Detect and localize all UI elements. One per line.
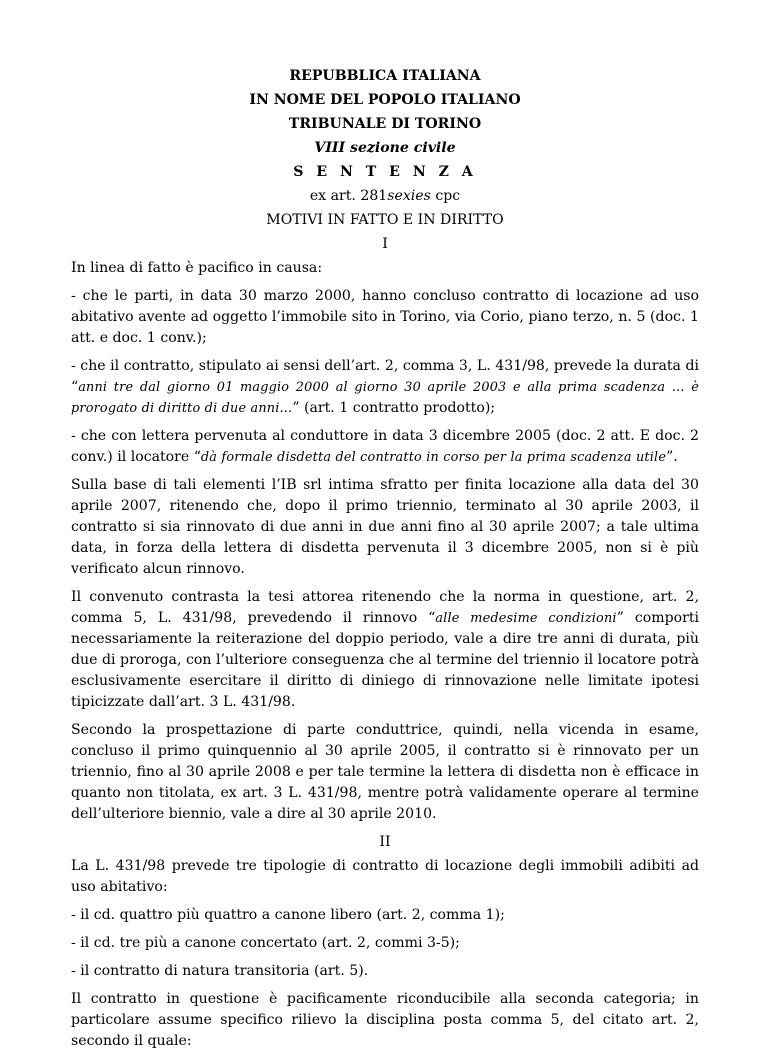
section-numeral-1: I [382, 236, 388, 252]
section1-paragraph-5 [71, 587, 699, 713]
section2-paragraph-4: - il contratto di natura transitoria (art. 5). [71, 963, 369, 979]
document-page [71, 66, 699, 1059]
section1-paragraph-2 [71, 356, 699, 419]
section1-paragraph-6: Secondo la prospettazione di parte conduttrice, quindi, nella vicenda in esame, concluso il primo quinquennio al 30 aprile 2005, il contratto si è rinnovato per un triennio, fino al 30 aprile 2008 e per tale termine la lettera di disdetta non è efficace in quanto non titolata, ex art. 3 L. 431/98, mentre potrà validamente operare al termine dell’ulteriore biennio, vale a dire al 30 aprile 2010. [71, 722, 699, 822]
header-article-italic: sexies [387, 188, 431, 204]
header-motives: MOTIVI IN FATTO E IN DIRITTO [266, 212, 504, 228]
section2-paragraph-2: - il cd. quattro più quattro a canone libero (art. 2, comma 1); [71, 907, 505, 923]
p3-quote: dà formale disdetta del contratto in corso per la prima scadenza utile [200, 450, 667, 465]
section2-paragraph-1: La L. 431/98 prevede tre tipologie di contratto di locazione degli immobili adibiti ad uso abitativo: [71, 858, 699, 895]
section1-paragraph-3 [71, 426, 699, 468]
header-republic: REPUBBLICA ITALIANA [289, 68, 481, 84]
header-article-post: cpc [430, 188, 461, 204]
header-sentence: S E N T E N Z A [293, 164, 477, 180]
section1-intro: In linea di fatto è pacifico in causa: [71, 260, 323, 276]
section2-paragraph-5: Il contratto in questione è pacificamente riconducibile alla seconda categoria; in particolare assume specifico rilievo la disciplina posta comma 5, del citato art. 2, secondo il quale: [71, 991, 699, 1049]
p3-pre: - che con lettera pervenuta al conduttore in data 3 dicembre 2005 (doc. 2 att. E doc. 2 conv.) il locatore “ [71, 428, 699, 465]
header-section: VIII sezione civile [314, 140, 456, 156]
header-article-pre: ex art. 281 [309, 188, 388, 204]
section1-paragraph-1: - che le parti, in data 30 marzo 2000, hanno concluso contratto di locazione ad uso abitativo avente ad oggetto l’immobile sito in Torino, via Corio, piano terzo, n. 5 (doc. 1 att. e doc. 1 conv.); [71, 288, 699, 346]
section-numeral-2: II [379, 834, 391, 850]
p2-pre: - che il contratto, stipulato ai sensi dell’art. 2, comma 3, L. 431/98, prevede la durata di “ [71, 358, 699, 395]
header-article [71, 186, 699, 207]
header-people: IN NOME DEL POPOLO ITALIANO [249, 92, 521, 108]
p2-quote: anni tre dal giorno 01 maggio 2000 al giorno 30 aprile 2003 e alla prima scadenza ... è prorogato di diritto di due anni... [71, 380, 699, 416]
p5-quote: alle medesime condizioni [435, 611, 617, 626]
p5-pre: Il convenuto contrasta la tesi attorea ritenendo che la norma in questione, art. 2, comma 5, L. 431/98, prevedendo il rinnovo “ [71, 589, 699, 626]
section2-paragraph-3: - il cd. tre più a canone concertato (art. 2, commi 3-5); [71, 935, 460, 951]
section1-paragraph-4: Sulla base di tali elementi l’IB srl intima sfratto per finita locazione alla data del 30 aprile 2007, ritenendo che, dopo il primo triennio, terminato al 30 aprile 2003, il contratto si sia rinnovato di due anni in due anni fino al 30 aprile 2007; a tale ultima data, in forza della lettera di disdetta pervenuta il 3 dicembre 2005, non si è più verificato alcun rinnovo. [71, 477, 699, 577]
header-court: TRIBUNALE DI TORINO [288, 116, 482, 132]
p3-post: ”. [666, 449, 678, 465]
p2-post: ” (art. 1 contratto prodotto); [292, 400, 496, 416]
p5-post: ” comporti necessariamente la reiterazione del doppio periodo, vale a dire tre anni di durata, più due di proroga, con l’ulteriore conseguenza che al termine del triennio il locatore potrà esclusivamente esercitare il diritto di diniego di rinnovazione nelle limitate ipotesi tipicizzate dall’art. 3 L. 431/98. [71, 610, 700, 710]
